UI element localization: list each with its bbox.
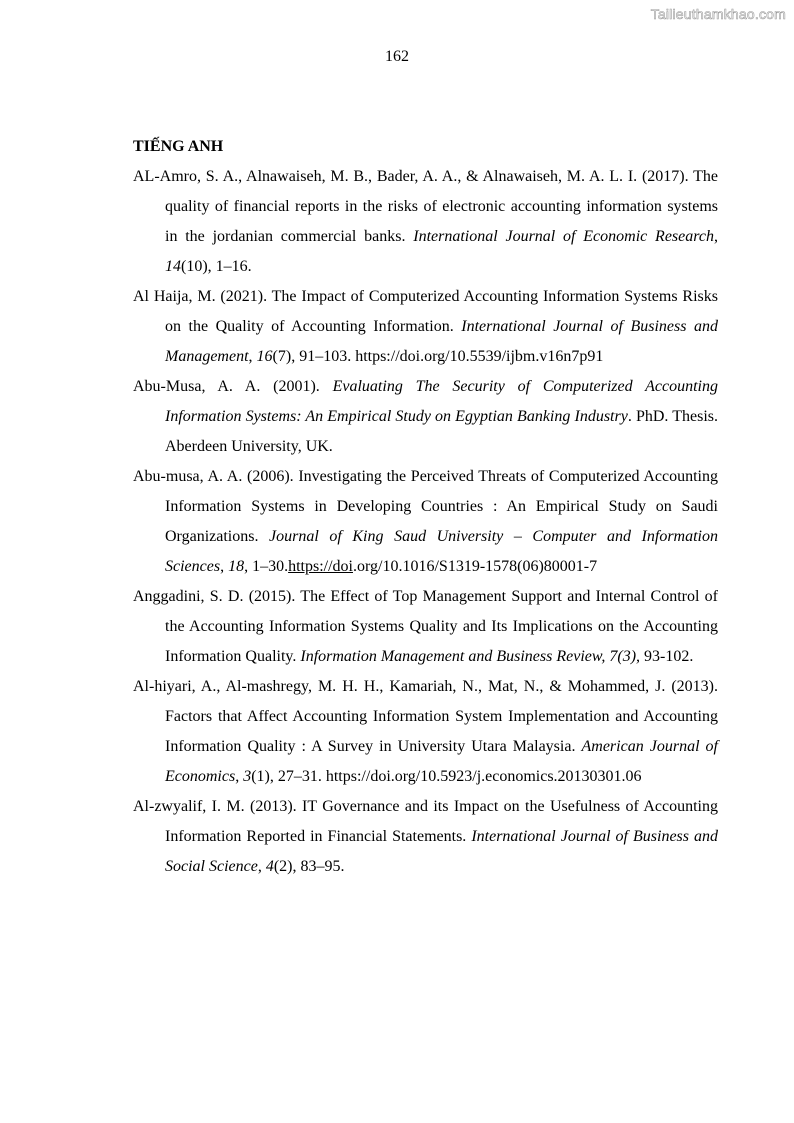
page-number: 162	[385, 48, 409, 65]
reference-item	[133, 282, 718, 372]
reference-text: Al Haija, M. (2021). The Impact of Computerized Accounting Information Systems Risks on the Quality of Accounting Information.	[133, 288, 718, 335]
reference-text: Al-zwyalif, I. M. (2013). IT Governance and its Impact on the Usefulness of Accounting Information Reported in Financial Statements.	[133, 798, 718, 845]
thesis-title: Evaluating The Security of Computerized Accounting Information Systems: An Empirical Study on Egyptian Banking Industry	[165, 378, 718, 425]
reference-item	[133, 372, 718, 462]
reference-text: ,	[257, 858, 266, 875]
reference-text: Anggadini, S. D. (2015). The Effect of Top Management Support and Internal Control of the Accounting Information Systems Quality and Its Implications on the Accounting Information Quality.	[133, 588, 718, 665]
reference-text: 93-102.	[640, 648, 694, 665]
reference-text: .org/10.1016/S1319-1578(06)80001-7	[352, 558, 598, 575]
journal-title: International Journal of Economic Research	[413, 228, 714, 245]
volume-number: 18	[228, 558, 245, 575]
journal-title: International Journal of Business and Social Science	[165, 828, 719, 875]
doi-link[interactable]: https://doi	[288, 558, 353, 575]
reference-item	[133, 792, 718, 882]
reference-text: , 1–30.	[244, 558, 289, 575]
reference-text: (10), 1–16.	[181, 258, 252, 275]
journal-title: Information Management and Business Review, 7(3),	[300, 648, 641, 665]
watermark-text: Tailieuthamkhao.com	[650, 6, 786, 22]
reference-list	[133, 132, 718, 882]
reference-text: ,	[248, 348, 257, 365]
reference-text: Abu-Musa, A. A. (2001).	[133, 378, 333, 395]
reference-text: (2), 83–95.	[273, 858, 345, 875]
reference-item	[133, 162, 718, 282]
reference-text: (7), 91–103. https://doi.org/10.5539/ijbm.v16n7p91	[272, 348, 604, 365]
section-heading: TIẾNG ANH	[133, 138, 224, 155]
reference-text: ,	[235, 768, 244, 785]
reference-text: Al-hiyari, A., Al-mashregy, M. H. H., Kamariah, N., Mat, N., & Mohammed, J. (2013). Factors that Affect Accounting Information System Implementation and Accounting Information Quality : A Survey in University Utara Malaysia.	[133, 678, 718, 755]
reference-text: . PhD. Thesis. Aberdeen University, UK.	[165, 408, 719, 455]
volume-number: 16	[256, 348, 273, 365]
reference-text: ,	[714, 228, 718, 245]
volume-number: 4	[265, 858, 274, 875]
reference-text: (1), 27–31. https://doi.org/10.5923/j.economics.20130301.06	[251, 768, 642, 785]
reference-text: AL-Amro, S. A., Alnawaiseh, M. B., Bader, A. A., & Alnawaiseh, M. A. L. I. (2017). The quality of financial reports in the risks of electronic accounting information systems in the jordanian commercial banks.	[133, 168, 718, 245]
volume-number: 14	[165, 258, 181, 275]
reference-text: Abu-musa, A. A. (2006). Investigating the Perceived Threats of Computerized Accounting Information Systems in Developing Countries : An Empirical Study on Saudi Organizations.	[133, 468, 718, 545]
journal-title: American Journal of Economics	[165, 738, 718, 785]
reference-text: ,	[220, 558, 229, 575]
journal-title: International Journal of Business and Management	[165, 318, 719, 365]
reference-item	[133, 462, 718, 582]
reference-item	[133, 672, 718, 792]
volume-number: 3	[243, 768, 252, 785]
journal-title: Journal of King Saud University – Computer and Information Sciences	[165, 528, 718, 575]
reference-item	[133, 582, 718, 672]
